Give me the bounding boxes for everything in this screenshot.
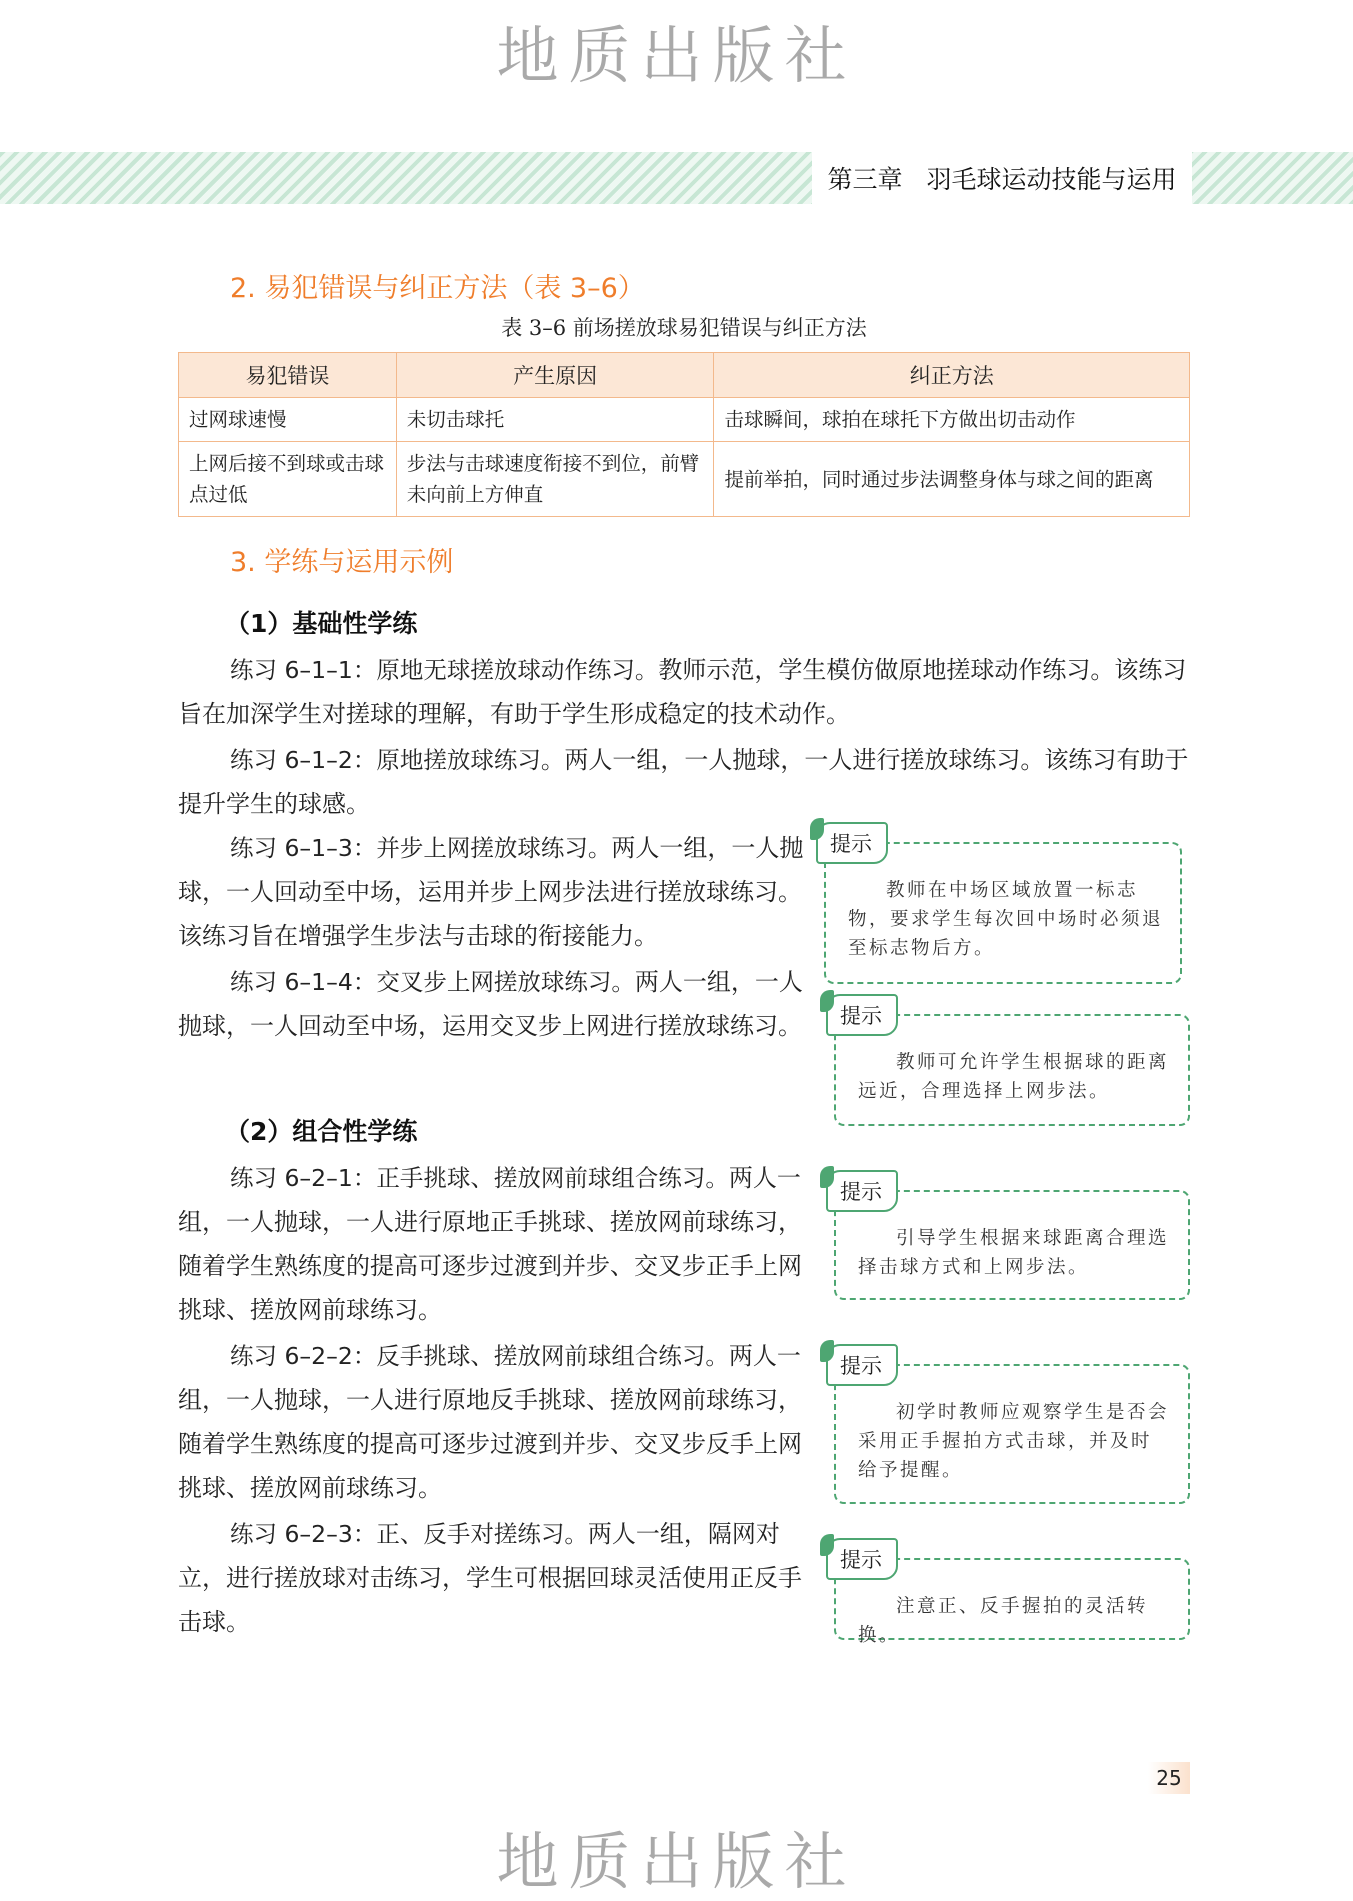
page-number: 25 <box>1148 1762 1190 1794</box>
table-cell: 未切击球托 <box>396 398 714 442</box>
practice-body: 两人一组，一人抛球，一人回动至中场，运用交叉步上网进行搓放球练习。 <box>178 968 803 1040</box>
tip-box <box>834 1004 1190 1126</box>
leaf-icon <box>820 1340 834 1362</box>
section-heading-practice: 3. 学练与运用示例 <box>230 547 454 578</box>
practice-lead: 练习 6–2–2：反手挑球、搓放网前球组合练习。 <box>230 1342 729 1370</box>
sub-heading-basic: （1）基础性学练 <box>225 609 418 638</box>
leaf-icon <box>810 818 824 840</box>
chapter-number: 第三章 <box>827 165 903 194</box>
error-correction-table <box>178 352 1190 517</box>
table-cell: 上网后接不到球或击球点过低 <box>179 442 397 517</box>
table-cell: 提前举拍，同时通过步法调整身体与球之间的距离 <box>714 442 1190 517</box>
column-header: 易犯错误 <box>179 353 397 398</box>
column-header: 纠正方法 <box>714 353 1190 398</box>
practice-paragraph <box>178 738 1190 826</box>
practice-body: 两人一组，一人抛球，一人进行原地正手挑球、搓放网前球练习，随着学生熟练度的提高可逐步过渡到并步、交叉步正手上网挑球、搓放网前球练习。 <box>178 1164 802 1324</box>
tip-label: 提示 <box>826 1344 898 1386</box>
section-heading-errors: 2. 易犯错误与纠正方法（表 3–6） <box>230 273 645 304</box>
tip-label: 提示 <box>826 1170 898 1212</box>
practice-body: 两人一组，一人抛球，一人进行原地反手挑球、搓放网前球练习，随着学生熟练度的提高可逐步过渡到并步、交叉步反手上网挑球、搓放网前球练习。 <box>178 1342 802 1502</box>
tip-label: 提示 <box>826 994 898 1036</box>
table-row <box>179 398 1190 442</box>
practice-body: 两人一组，一人抛球，一人进行搓放球练习。该练习有助于提升学生的球感。 <box>178 746 1189 818</box>
column-header: 产生原因 <box>396 353 714 398</box>
practice-lead: 练习 6–1–1：原地无球搓放球动作练习。 <box>230 656 659 684</box>
practice-paragraph <box>178 1156 804 1332</box>
practice-body: 教师示范，学生模仿做原地搓球动作练习。该练习旨在加深学生对搓球的理解，有助于学生形成稳定的技术动作。 <box>178 656 1187 728</box>
watermark-bottom: 地质出版社 <box>496 1825 857 1898</box>
table-caption: 表 3–6 前场搓放球易犯错误与纠正方法 <box>501 316 867 340</box>
tip-box <box>824 832 1182 984</box>
watermark-top: 地质出版社 <box>496 19 857 92</box>
table-cell: 步法与击球速度衔接不到位，前臂未向前上方伸直 <box>396 442 714 517</box>
table-row <box>179 442 1190 517</box>
practice-lead: 练习 6–1–4：交叉步上网搓放球练习。 <box>230 968 635 996</box>
tip-label: 提示 <box>826 1538 898 1580</box>
table-header-row <box>179 353 1190 398</box>
practice-paragraph <box>178 960 804 1048</box>
chapter-title: 羽毛球运动技能与运用 <box>926 165 1177 194</box>
practice-body: 两人一组，一人抛球，一人回动至中场，运用并步上网步法进行搓放球练习。该练习旨在增强学生步法与击球的衔接能力。 <box>178 834 804 950</box>
leaf-icon <box>820 1534 834 1556</box>
tip-text: 教师可允许学生根据球的距离远近，合理选择上网步法。 <box>858 1052 1170 1102</box>
tip-text: 引导学生根据来球距离合理选择击球方式和上网步法。 <box>858 1228 1170 1278</box>
tip-text: 初学时教师应观察学生是否会采用正手握拍方式击球，并及时给予提醒。 <box>858 1402 1170 1481</box>
practice-paragraph <box>178 1512 804 1644</box>
practice-paragraph <box>178 826 804 958</box>
sub-heading-combo: （2）组合性学练 <box>225 1117 418 1146</box>
practice-lead: 练习 6–1–2：原地搓放球练习。 <box>230 746 565 774</box>
practice-lead: 练习 6–2–1：正手挑球、搓放网前球组合练习。 <box>230 1164 729 1192</box>
table-cell: 击球瞬间，球拍在球托下方做出切击动作 <box>714 398 1190 442</box>
tip-label: 提示 <box>816 822 888 864</box>
practice-paragraph <box>178 1334 804 1510</box>
practice-paragraph <box>178 648 1190 736</box>
tip-text: 教师在中场区域放置一标志物，要求学生每次回中场时必须退至标志物后方。 <box>848 880 1164 959</box>
table-cell: 过网球速慢 <box>179 398 397 442</box>
tip-box <box>834 1548 1190 1646</box>
tip-text: 注意正、反手握拍的灵活转换。 <box>858 1596 1149 1646</box>
tip-box <box>834 1180 1190 1300</box>
leaf-icon <box>820 990 834 1012</box>
practice-lead: 练习 6–2–3：正、反手对搓练习。 <box>230 1520 588 1548</box>
chapter-header <box>812 152 1192 204</box>
leaf-icon <box>820 1166 834 1188</box>
tip-box <box>834 1354 1190 1504</box>
practice-body: 两人一组，隔网对立，进行搓放球对击练习，学生可根据回球灵活使用正反手击球。 <box>178 1520 802 1636</box>
practice-lead: 练习 6–1–3：并步上网搓放球练习。 <box>230 834 612 862</box>
